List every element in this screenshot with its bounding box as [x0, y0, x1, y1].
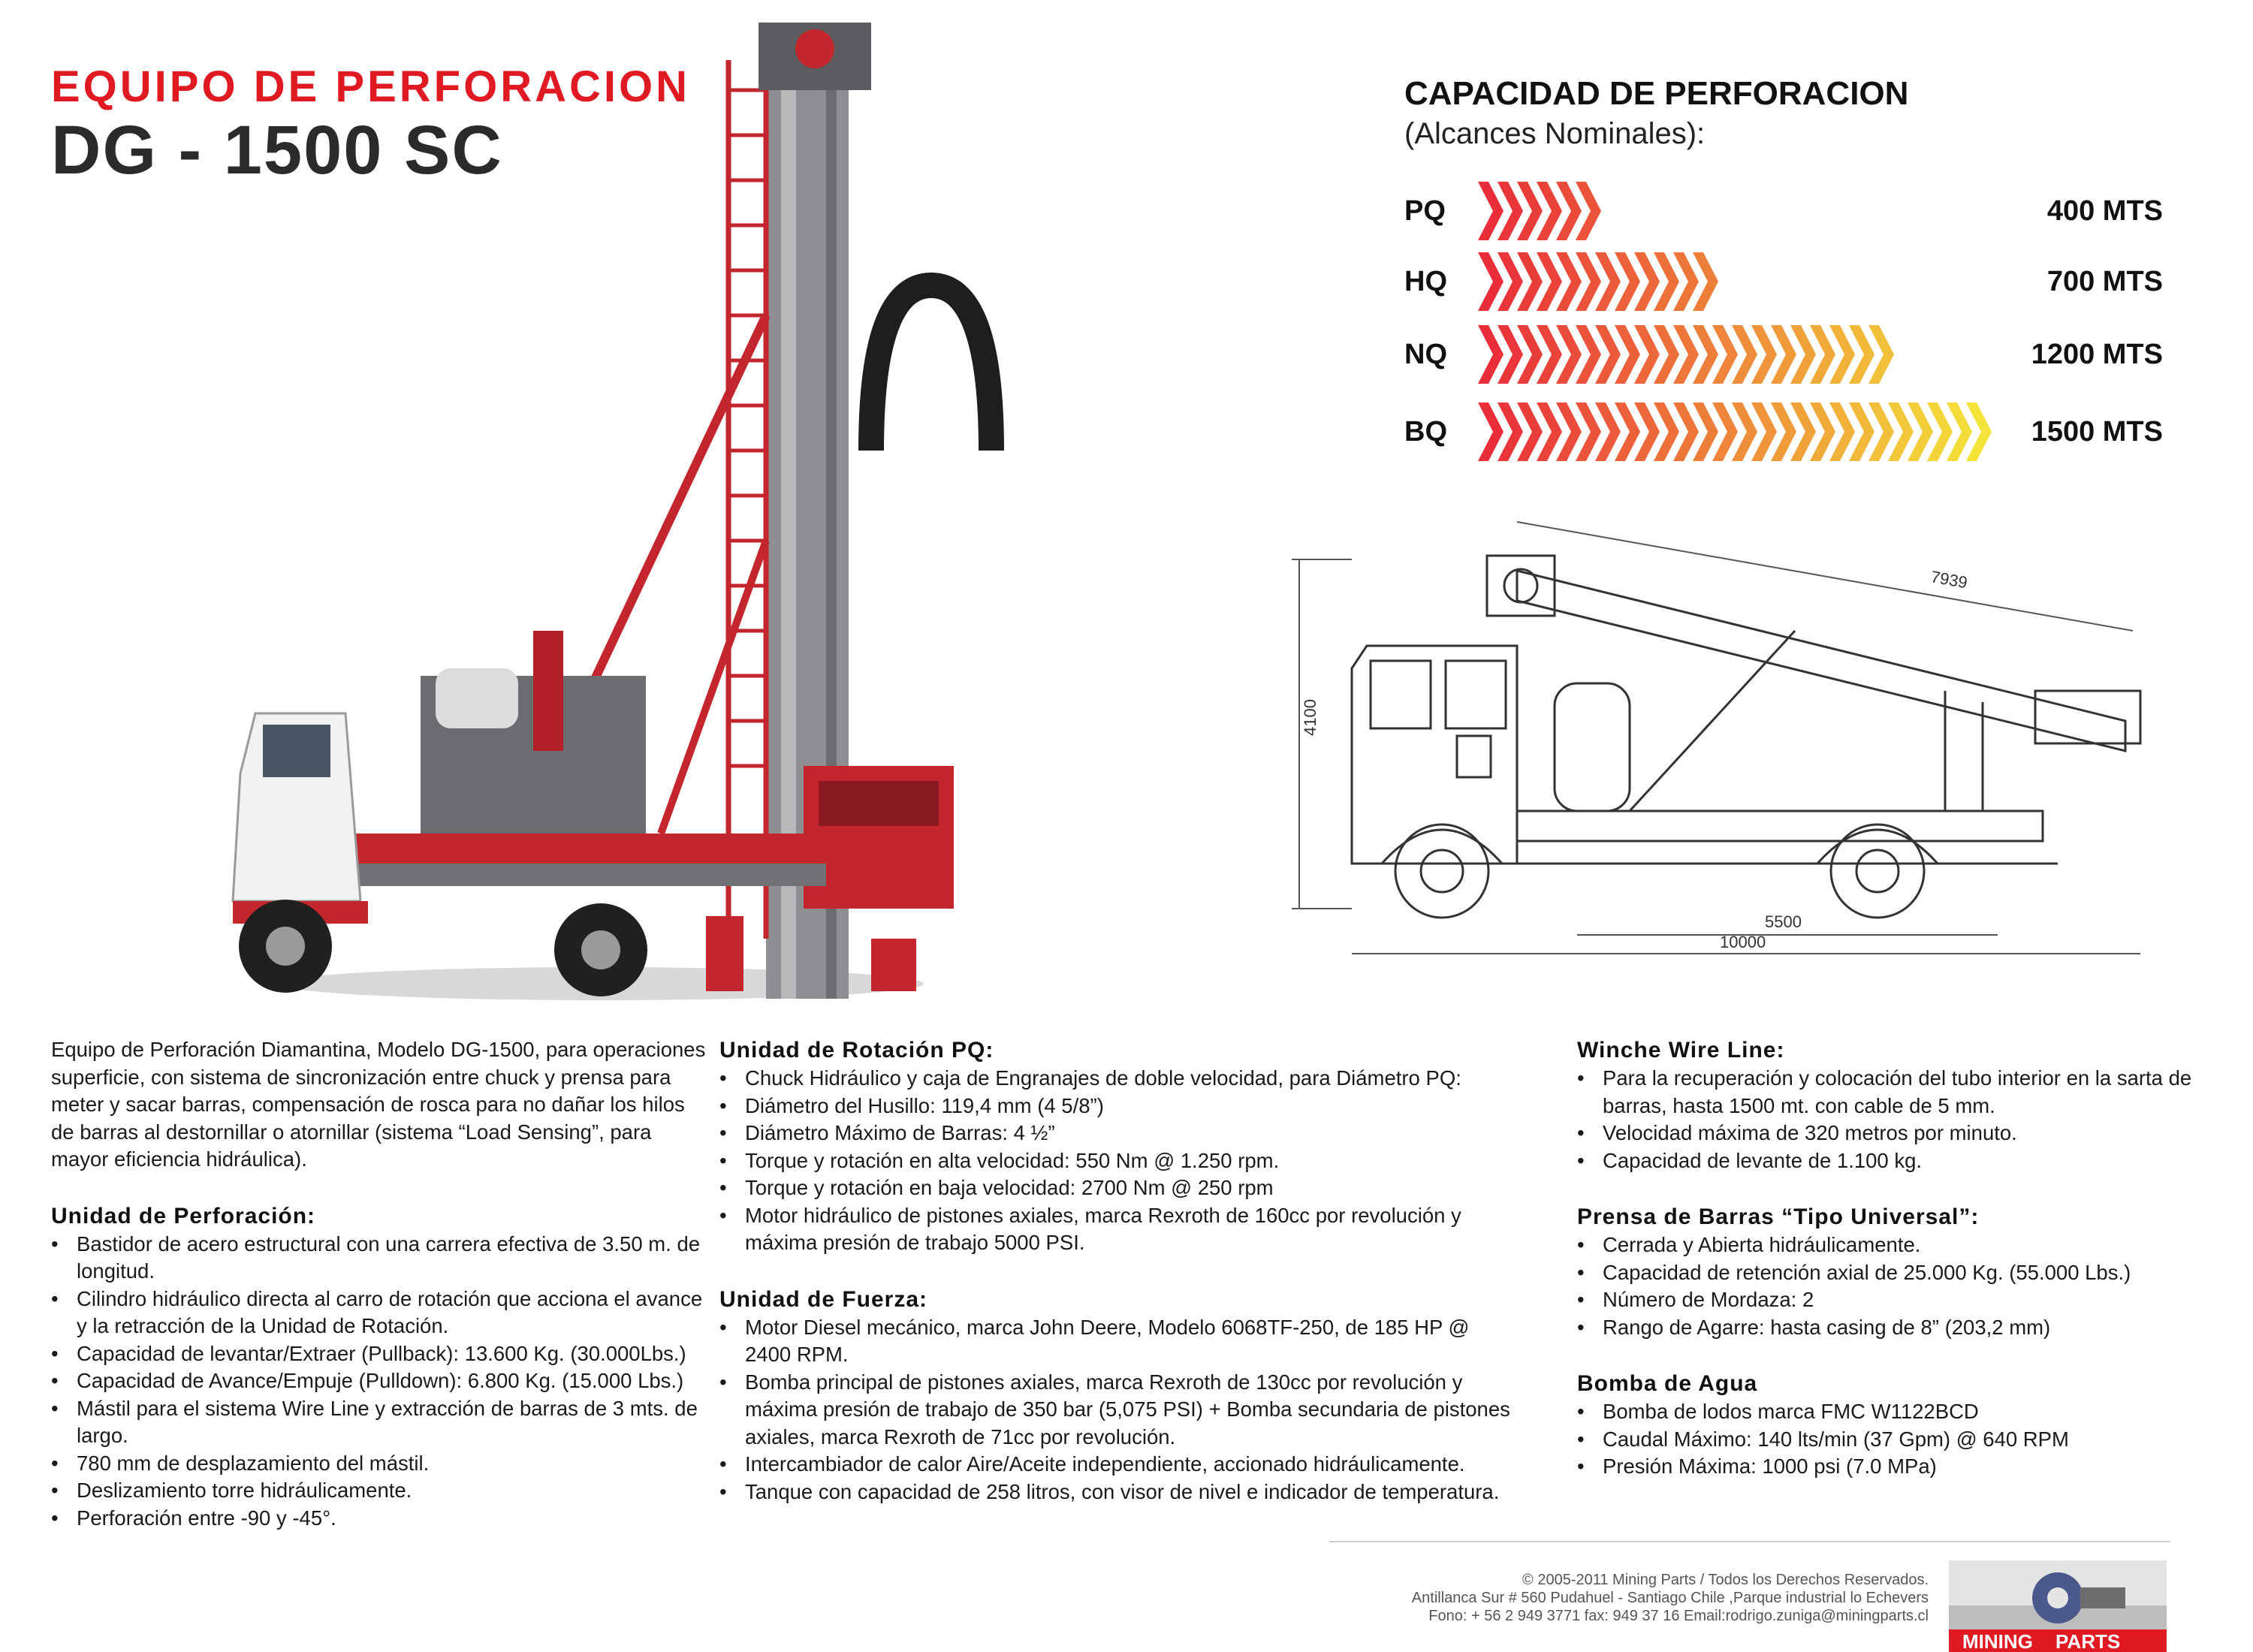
list-item: • Motor Diesel mecánico, marca John Deere, Modelo 6068TF-250, de 185 HP @ 2400 RPM.: [719, 1314, 1516, 1369]
footer-address: Antillanca Sur # 560 Pudahuel - Santiago Chile ,Parque industrial lo Echevers: [1411, 1590, 1929, 1606]
capacity-chevrons: [1478, 177, 2019, 245]
list-item: • Velocidad máxima de 320 metros por minuto.: [1577, 1120, 2193, 1147]
capacity-chevron: [1478, 252, 1504, 311]
list-item: • 780 mm de desplazamiento del mástil.: [51, 1450, 712, 1478]
dim-height-label: 4100: [1301, 699, 1320, 736]
list-item: • Bastidor de acero estructural con una carrera efectiva de 3.50 m. de longitud.: [51, 1231, 712, 1286]
bomba-list: [1577, 1398, 2193, 1481]
list-item: • Caudal Máximo: 140 lts/min (37 Gpm) @ 640 RPM: [1577, 1426, 2193, 1454]
list-item: • Perforación entre -90 y -45°.: [51, 1505, 712, 1533]
list-item: • Intercambiador de calor Aire/Aceite independiente, accionado hidráulicamente.: [719, 1451, 1516, 1479]
capacity-label: PQ: [1404, 195, 1446, 227]
prensa-list: [1577, 1231, 2193, 1341]
list-item: • Diámetro del Husillo: 119,4 mm (4 5/8”): [719, 1093, 1516, 1120]
footer-divider: [1329, 1541, 2170, 1542]
description-column-2: [719, 1036, 1516, 1506]
list-item: • Torque y rotación en alta velocidad: 550 Nm @ 1.250 rpm.: [719, 1147, 1516, 1175]
capacity-value: 1500 MTS: [2031, 416, 2163, 448]
section-heading-bomba: Bomba de Agua: [1577, 1371, 1758, 1396]
capacity-value: 700 MTS: [2046, 266, 2163, 297]
list-item: • Cilindro hidráulico directa al carro de rotación que acciona el avance y la retracción de la Unidad de Rotación.: [51, 1286, 712, 1340]
list-item: • Chuck Hidráulico y caja de Engranajes de doble velocidad, para Diámetro PQ:: [719, 1065, 1516, 1093]
list-item: • Capacidad de levantar/Extraer (Pullback): 13.600 Kg. (30.000Lbs.): [51, 1340, 712, 1368]
fuerza-list: [719, 1314, 1516, 1506]
capacity-chevrons: [1478, 321, 2019, 388]
list-item: • Capacidad de levante de 1.100 kg.: [1577, 1147, 2193, 1175]
list-item: • Bomba de lodos marca FMC W1122BCD: [1577, 1398, 2193, 1426]
capacity-title: CAPACIDAD DE PERFORACION: [1404, 75, 1909, 112]
page-title: DG - 1500 SC: [51, 112, 503, 188]
drill-truck-photo: [210, 15, 1066, 1014]
dim-total-label: 10000: [1720, 933, 1766, 951]
capacity-chevron: [1478, 402, 1504, 461]
list-item: • Deslizamiento torre hidráulicamente.: [51, 1477, 712, 1505]
list-item: • Torque y rotación en baja velocidad: 2700 Nm @ 250 rpm: [719, 1174, 1516, 1202]
capacity-chevrons: [1478, 248, 2019, 315]
capacity-label: NQ: [1404, 339, 1447, 370]
winche-list: [1577, 1065, 2193, 1174]
description-column-3: [1577, 1036, 2193, 1481]
list-item: • Motor hidráulico de pistones axiales, marca Rexroth de 160cc por revolución y máxima presión de trabajo 5000 PSI.: [719, 1202, 1516, 1257]
section-heading-fuerza: Unidad de Fuerza:: [719, 1286, 928, 1312]
section-heading-winche: Winche Wire Line:: [1577, 1038, 1785, 1063]
capacity-label: BQ: [1404, 416, 1447, 448]
capacity-row-hq: [1404, 248, 2163, 315]
logo-text-mining: MINING: [1962, 1630, 2033, 1652]
logo-text-parts: PARTS: [2055, 1630, 2121, 1652]
intro-paragraph: Equipo de Perforación Diamantina, Modelo DG-1500, para operaciones superficie, con sistema de sincronización entre chuck y prensa para meter y sacar barras, compensación de rosca para no dañar los hilos de barras al destornillar o atornillar (sistema “Load Sensing”, para mayor eficiencia hidráulica).: [51, 1038, 706, 1171]
section-heading-rotacion: Unidad de Rotación PQ:: [719, 1038, 994, 1063]
footer-copyright: © 2005-2011 Mining Parts / Todos los Derechos Reservados.: [1522, 1572, 1929, 1588]
list-item: • Para la recuperación y colocación del tubo interior en la sarta de barras, hasta 1500 mt. con cable de 5 mm.: [1577, 1065, 2193, 1120]
list-item: • Tanque con capacidad de 258 litros, con visor de nivel e indicador de temperatura.: [719, 1479, 1516, 1506]
capacity-label: HQ: [1404, 266, 1447, 297]
capacity-row-nq: [1404, 321, 2163, 388]
section-heading-perforacion: Unidad de Perforación:: [51, 1203, 316, 1228]
capacity-value: 400 MTS: [2046, 195, 2163, 227]
truck-technical-drawing: [1269, 511, 2200, 961]
list-item: • Capacidad de retención axial de 25.000 Kg. (55.000 Lbs.): [1577, 1259, 2193, 1287]
footer-contact: Fono: + 56 2 949 3771 fax: 949 37 16 Email:rodrigo.zuniga@miningparts.cl: [1428, 1608, 1929, 1624]
list-item: • Capacidad de Avance/Empuje (Pulldown): 6.800 Kg. (15.000 Lbs.): [51, 1367, 712, 1395]
description-column-1: [51, 1036, 712, 1532]
capacity-value: 1200 MTS: [2031, 339, 2163, 370]
capacity-chevrons: [1478, 398, 2019, 466]
capacity-row-pq: [1404, 177, 2163, 245]
section-heading-prensa: Prensa de Barras “Tipo Universal”:: [1577, 1204, 1980, 1229]
list-item: • Presión Máxima: 1000 psi (7.0 MPa): [1577, 1453, 2193, 1481]
dim-diagonal-label: 7939: [1929, 567, 1969, 592]
list-item: • Bomba principal de pistones axiales, marca Rexroth de 130cc por revolución y máxima presión de trabajo de 350 bar (5,075 PSI) + Bomba secundaria de pistones axiales, marca Rexroth de 71cc por revolución.: [719, 1369, 1516, 1452]
miningparts-logo: [1949, 1560, 2167, 1652]
list-item: • Cerrada y Abierta hidráulicamente.: [1577, 1231, 2193, 1259]
capacity-chevron: [1478, 325, 1504, 384]
dim-wheelbase-label: 5500: [1765, 912, 1802, 931]
rotacion-list: [719, 1065, 1516, 1257]
capacity-subtitle: (Alcances Nominales):: [1404, 117, 1706, 150]
capacity-row-bq: [1404, 398, 2163, 466]
page-supertitle: EQUIPO DE PERFORACION: [51, 62, 690, 111]
list-item: • Número de Mordaza: 2: [1577, 1286, 2193, 1314]
list-item: • Rango de Agarre: hasta casing de 8” (203,2 mm): [1577, 1314, 2193, 1342]
list-item: • Mástil para el sistema Wire Line y extracción de barras de 3 mts. de largo.: [51, 1395, 712, 1450]
capacity-chevron: [1478, 182, 1504, 240]
perforacion-list: [51, 1231, 712, 1533]
list-item: • Diámetro Máximo de Barras: 4 ½”: [719, 1120, 1516, 1147]
